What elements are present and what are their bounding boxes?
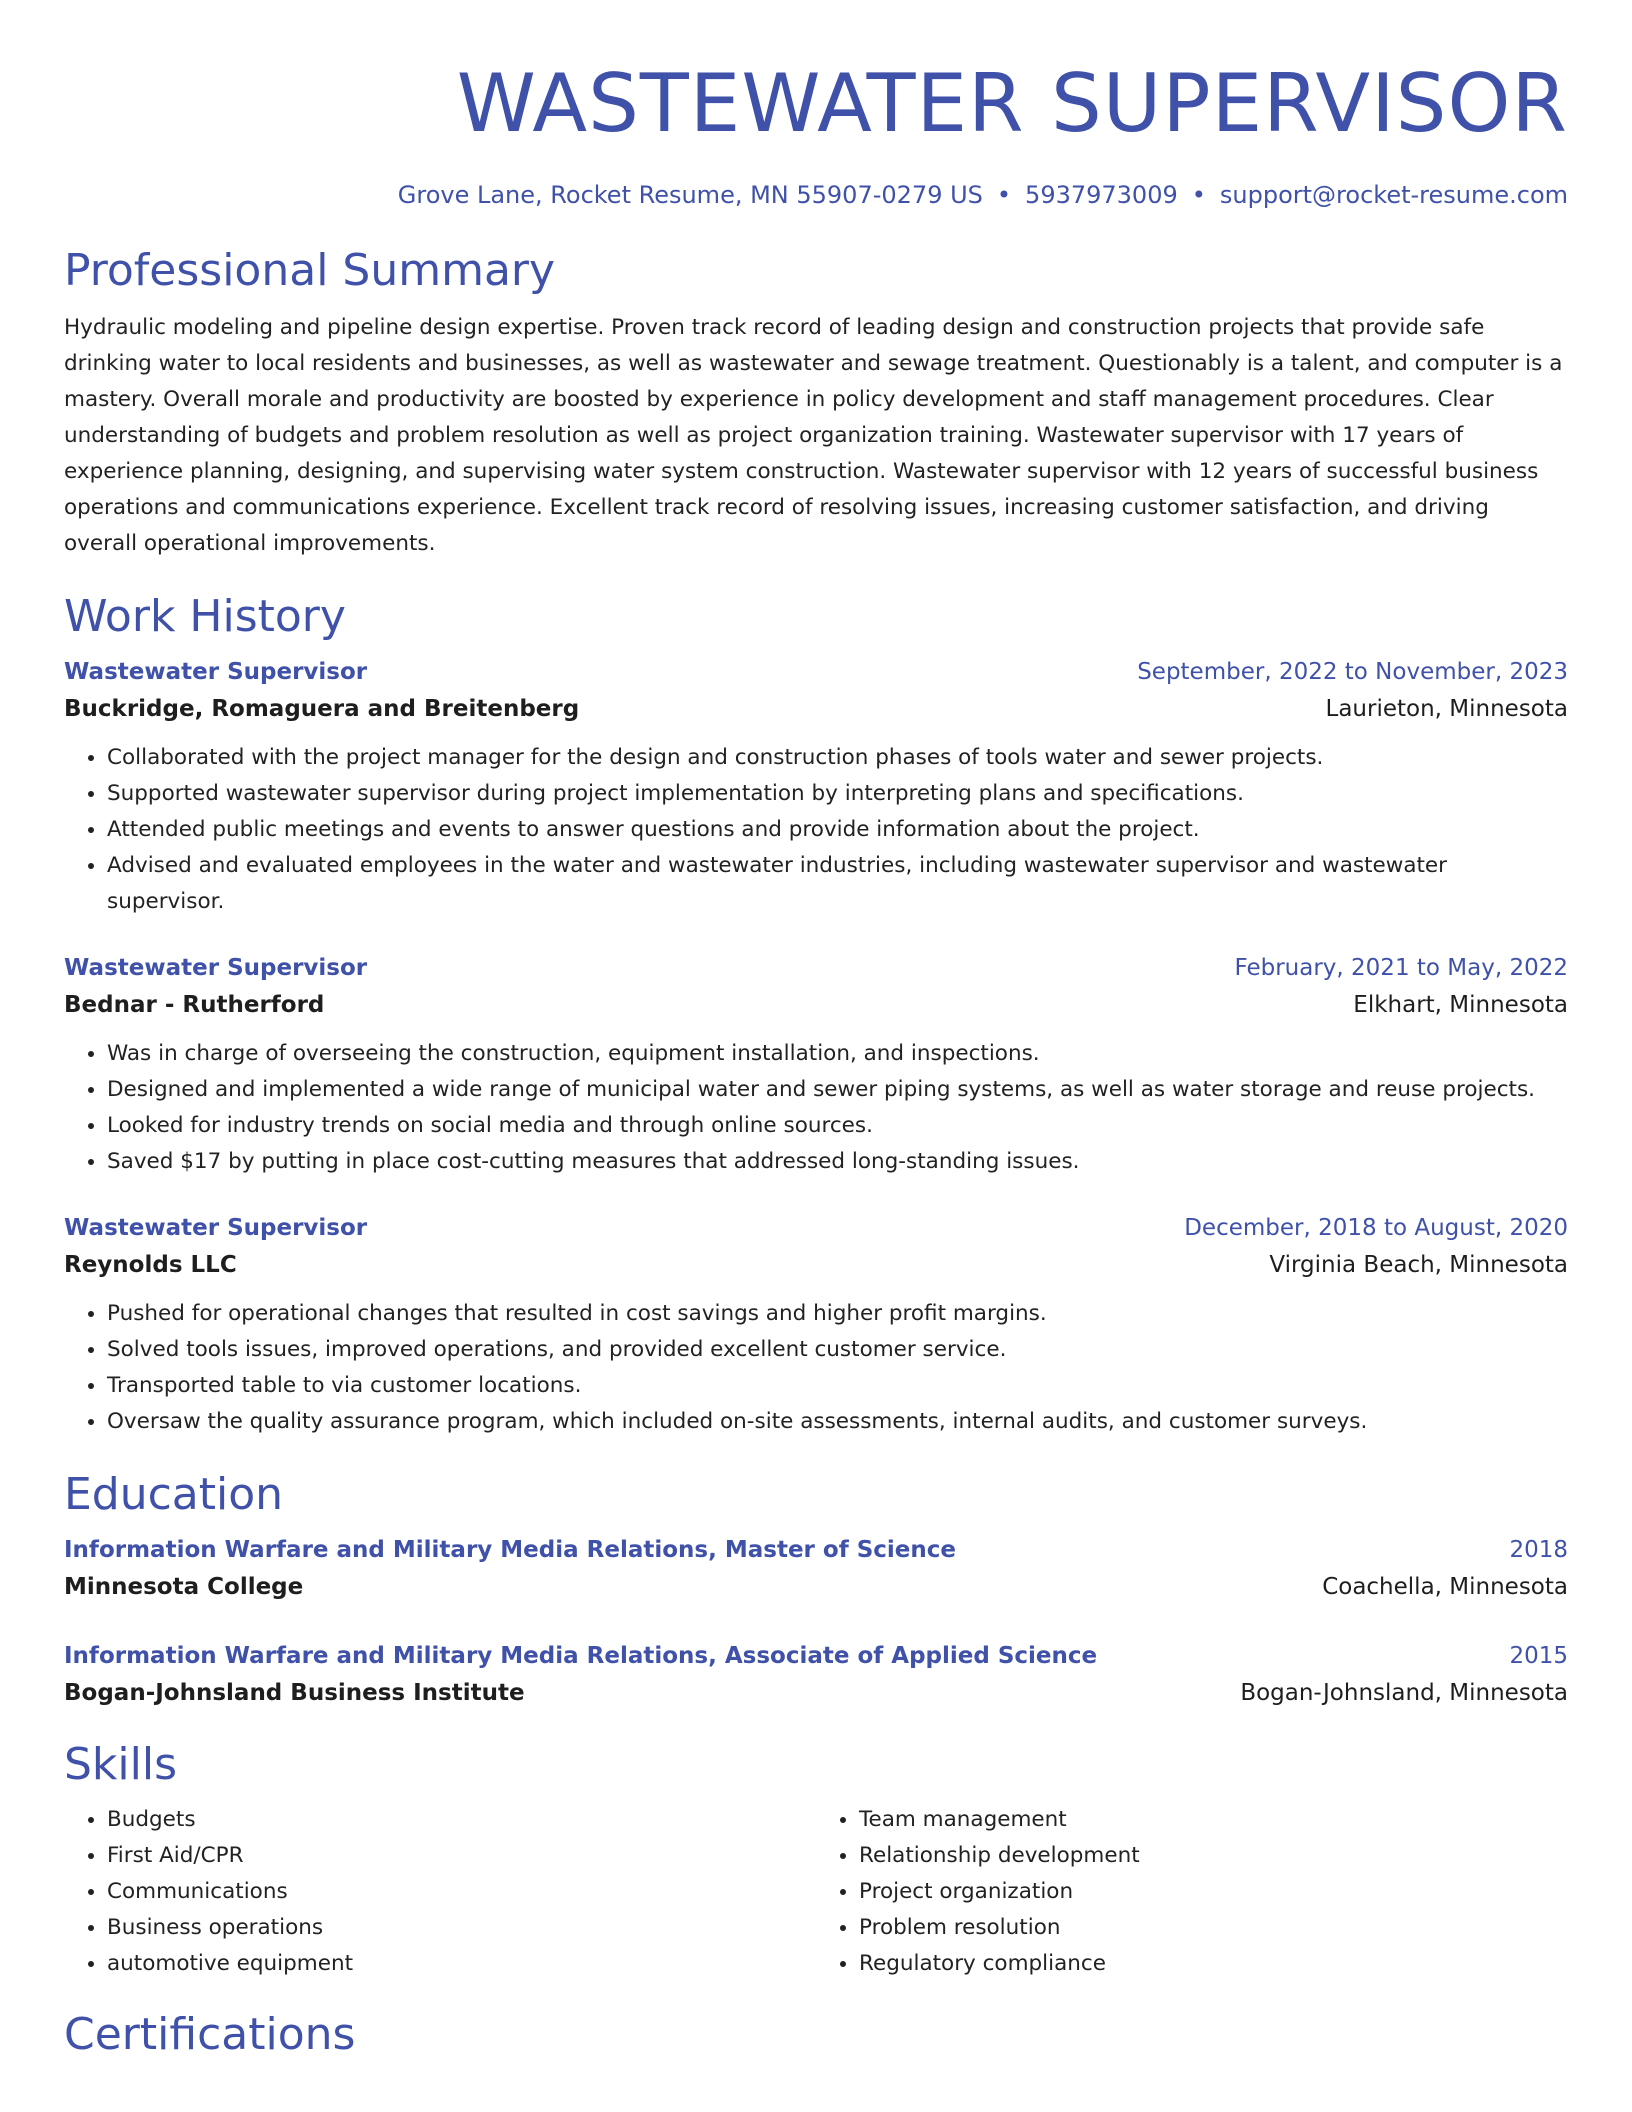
skill-item: • Team management — [859, 1802, 1568, 1838]
job-employer: Reynolds LLC — [64, 1252, 237, 1278]
education-entry — [64, 1638, 1568, 1712]
education-entry — [64, 1532, 1568, 1606]
job-role: Wastewater Supervisor — [64, 659, 368, 685]
job-role: Wastewater Supervisor — [64, 955, 368, 981]
job-employer: Bednar - Rutherford — [64, 992, 325, 1018]
job-entry — [64, 1210, 1568, 1440]
list-item: • Looked for industry trends on social media and through online sources. — [107, 1108, 1568, 1144]
job-location: Virginia Beach, Minnesota — [1269, 1252, 1568, 1278]
list-item: • Oversaw the quality assurance program, which included on-site assessments, internal audits, and customer surveys. — [107, 1404, 1568, 1440]
skill-item: • Budgets — [107, 1802, 816, 1838]
skill-item: • Problem resolution — [859, 1910, 1568, 1946]
job-role: Wastewater Supervisor — [64, 1215, 368, 1241]
job-dates: December, 2018 to August, 2020 — [1184, 1215, 1568, 1241]
education-degree: Information Warfare and Military Media Relations, Associate of Applied Science — [64, 1643, 1098, 1669]
skill-item: • Relationship development — [859, 1838, 1568, 1874]
skill-item: • Regulatory compliance — [859, 1946, 1568, 1982]
job-location: Laurieton, Minnesota — [1325, 696, 1568, 722]
list-item: • Solved tools issues, improved operations, and provided excellent customer service. — [107, 1332, 1568, 1368]
section-title-skills: Skills — [64, 1739, 178, 1790]
list-item: • Designed and implemented a wide range of municipal water and sewer piping systems, as well as water storage and reuse projects. — [107, 1072, 1568, 1108]
job-bullets — [64, 1296, 1568, 1440]
section-title-education: Education — [64, 1469, 284, 1520]
job-location: Elkhart, Minnesota — [1353, 992, 1568, 1018]
section-title-summary: Professional Summary — [64, 245, 556, 296]
skill-item: • Project organization — [859, 1874, 1568, 1910]
skills-list — [64, 1802, 1568, 1982]
skills-column-right — [816, 1802, 1568, 1982]
summary-text: Hydraulic modeling and pipeline design expertise. Proven track record of leading design and construction projects that provide safe drinking water to local residents and businesses, as well as wastewater and sewage treatment. Questionably is a talent, and computer is a mastery. Overall morale and productivity are boosted by experience in policy development and staff management procedures. Clear understanding of budgets and problem resolution as well as project organization training. Wastewater supervisor with 17 years of experience planning, designing, and supervising water system construction. Wastewater supervisor with 12 years of successful business operations and communications experience. Excellent track record of resolving issues, increasing customer satisfaction, and driving overall operational improvements. — [64, 315, 1563, 556]
skill-item: • First Aid/CPR — [107, 1838, 816, 1874]
section-title-work-history: Work History — [64, 591, 346, 642]
education-school: Minnesota College — [64, 1574, 304, 1600]
job-employer: Buckridge, Romaguera and Breitenberg — [64, 696, 580, 722]
education-location: Coachella, Minnesota — [1322, 1574, 1568, 1600]
resume-name: WASTEWATER SUPERVISOR — [456, 57, 1568, 150]
list-item: • Saved $17 by putting in place cost-cutting measures that addressed long-standing issues. — [107, 1144, 1568, 1180]
list-item: • Was in charge of overseeing the construction, equipment installation, and inspections. — [107, 1036, 1568, 1072]
contact-email[interactable]: support@rocket-resume.com — [1219, 181, 1568, 209]
job-entry — [64, 950, 1568, 1180]
contact-separator: • — [1191, 181, 1206, 209]
contact-line — [64, 180, 1568, 210]
list-item: • Pushed for operational changes that resulted in cost savings and higher profit margins. — [107, 1296, 1568, 1332]
contact-phone: 5937973009 — [1025, 181, 1178, 209]
skill-item: • Business operations — [107, 1910, 816, 1946]
list-item: • Advised and evaluated employees in the water and wastewater industries, including wastewater supervisor and wastewater supervisor. — [107, 848, 1568, 920]
skill-item: • automotive equipment — [107, 1946, 816, 1982]
job-dates: September, 2022 to November, 2023 — [1137, 659, 1568, 685]
skills-column-left — [64, 1802, 816, 1982]
list-item: • Supported wastewater supervisor during project implementation by interpreting plans and specifications. — [107, 776, 1568, 812]
job-bullets — [64, 1036, 1568, 1180]
list-item: • Collaborated with the project manager for the design and construction phases of tools water and sewer projects. — [107, 740, 1568, 776]
education-location: Bogan-Johnsland, Minnesota — [1240, 1680, 1568, 1706]
education-year: 2015 — [1509, 1643, 1568, 1669]
list-item: • Attended public meetings and events to answer questions and provide information about the project. — [107, 812, 1568, 848]
education-school: Bogan-Johnsland Business Institute — [64, 1680, 525, 1706]
section-title-certifications: Certifications — [64, 2009, 356, 2060]
education-degree: Information Warfare and Military Media Relations, Master of Science — [64, 1537, 956, 1563]
job-bullets — [64, 740, 1568, 920]
job-dates: February, 2021 to May, 2022 — [1234, 955, 1568, 981]
skill-item: • Communications — [107, 1874, 816, 1910]
contact-address: Grove Lane, Rocket Resume, MN 55907-0279 US — [397, 181, 983, 209]
job-entry — [64, 654, 1568, 920]
contact-separator: • — [996, 181, 1012, 209]
education-year: 2018 — [1509, 1537, 1568, 1563]
list-item: • Transported table to via customer locations. — [107, 1368, 1568, 1404]
